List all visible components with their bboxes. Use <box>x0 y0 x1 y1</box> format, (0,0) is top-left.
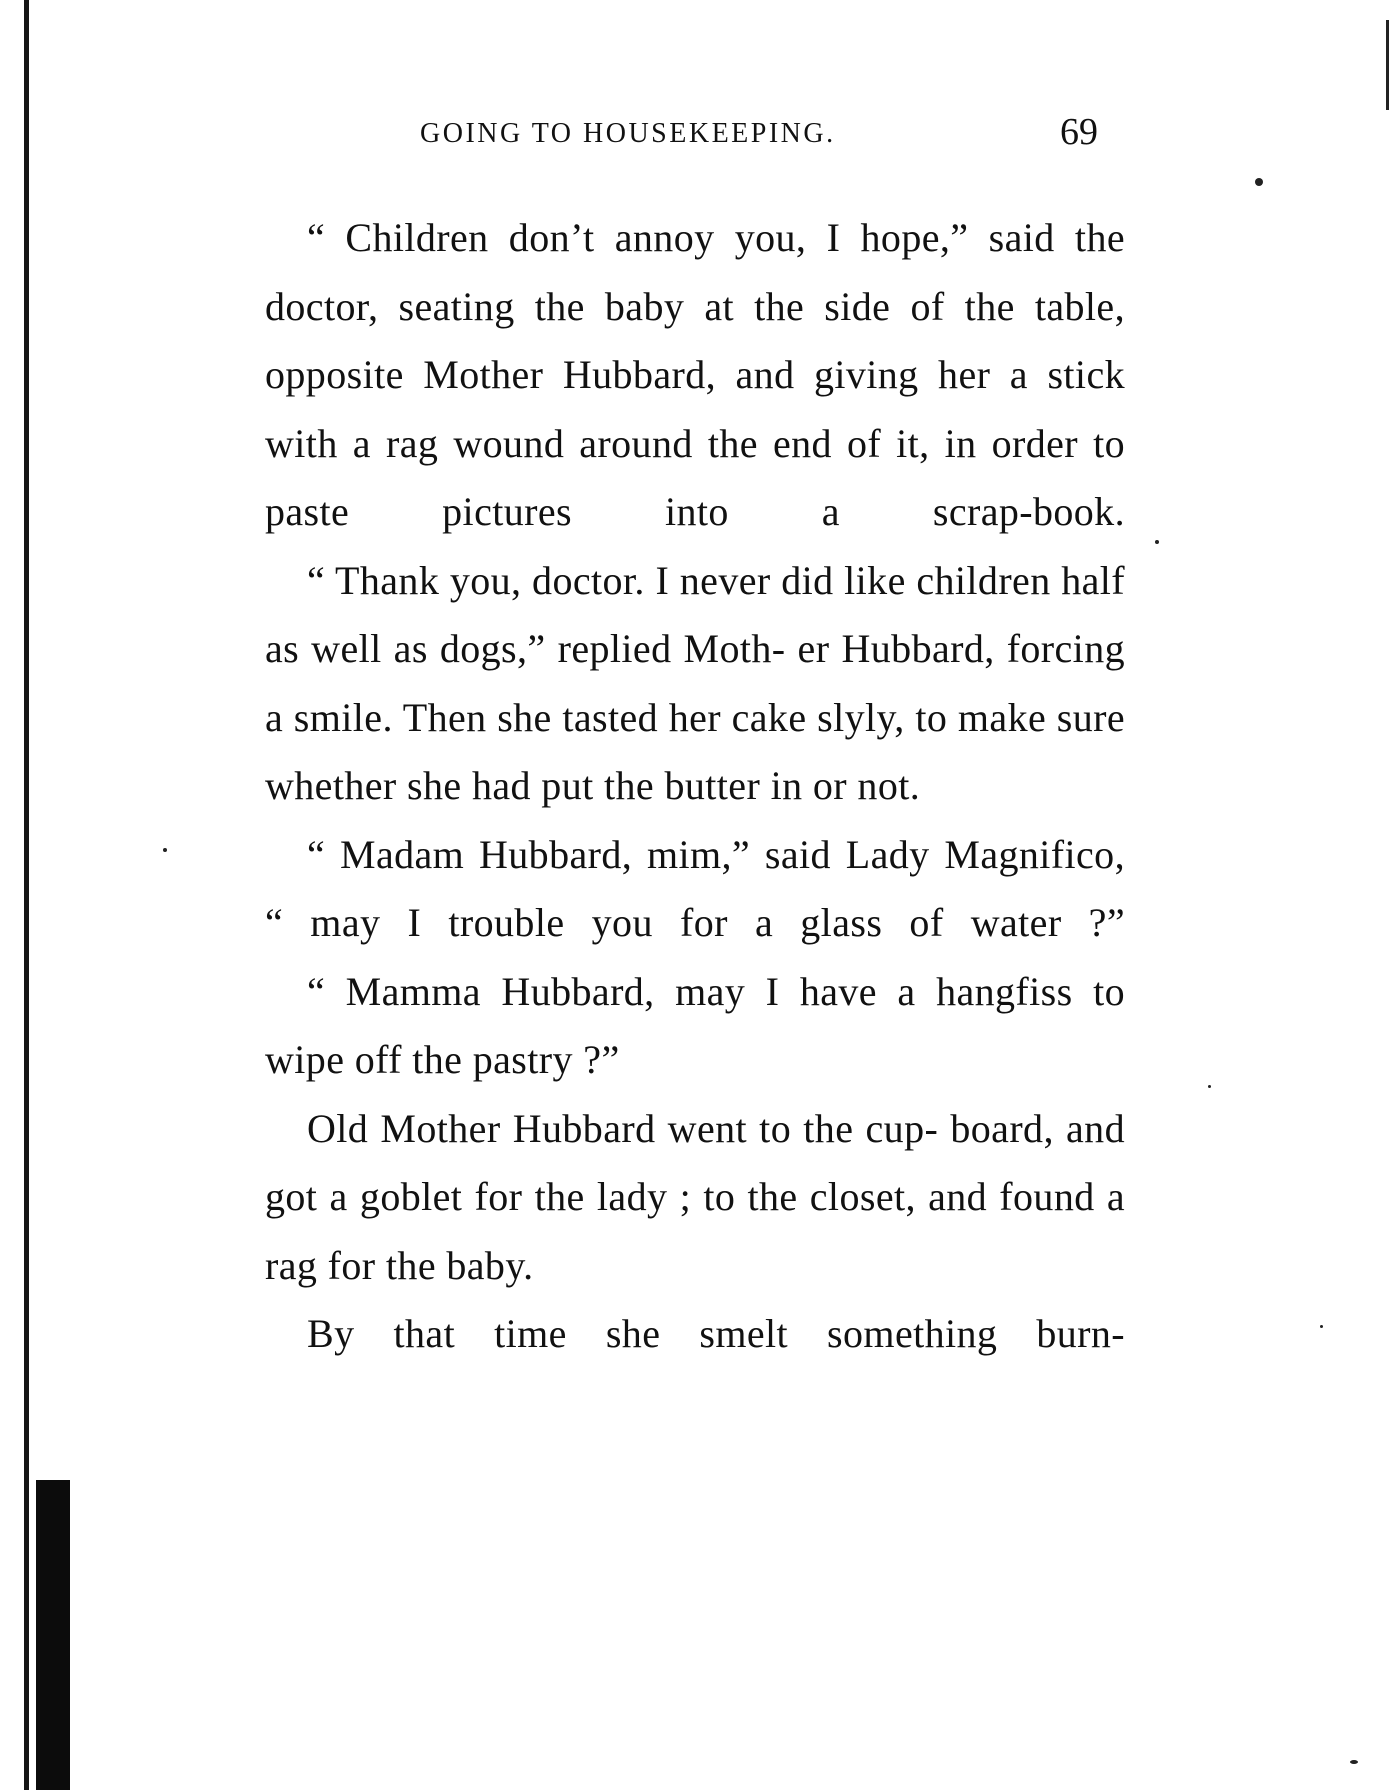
scan-speck <box>1350 1760 1358 1764</box>
paragraph: By that time she smelt something burn- <box>307 1311 1125 1356</box>
scan-speck <box>1155 540 1159 544</box>
scan-edge-left <box>24 0 29 1790</box>
running-header <box>420 111 1100 158</box>
scan-speck <box>1320 1325 1323 1328</box>
paragraph: “ Mamma Hubbard, may I have a hangfiss to wipe off the pastry ?” <box>265 968 1125 1082</box>
scan-edge-binding-shadow <box>36 1480 70 1790</box>
paragraph: “ Children don’t annoy you, I hope,” said the doctor, seating the baby at the side of the table, opposite Mother Hubbard, and giving her a stick with a rag wound around the end of it, in order to paste pictures into a scrap-book. <box>265 215 1125 534</box>
paragraph: “ Thank you, doctor. I never did like children half as well as dogs,” replied Moth- er Hubbard, forcing a smile. Then she tasted her cake slyly, to make sure whether she had put the butter in or not. <box>265 557 1125 808</box>
page-number: 69 <box>1060 111 1098 153</box>
paragraph: Old Mother Hubbard went to the cup- board, and got a goblet for the lady ; to the closet, and found a rag for the baby. <box>265 1105 1125 1288</box>
scan-speck <box>163 848 167 852</box>
scan-edge-right <box>1386 20 1389 110</box>
paragraph: “ Madam Hubbard, mim,” said Lady Magnifico, “ may I trouble you for a glass of water ?” <box>265 831 1125 945</box>
scan-speck <box>1208 1085 1211 1088</box>
body-text <box>265 204 1125 1369</box>
running-head-title: GOING TO HOUSEKEEPING. <box>420 118 836 149</box>
scan-speck <box>1255 178 1263 186</box>
